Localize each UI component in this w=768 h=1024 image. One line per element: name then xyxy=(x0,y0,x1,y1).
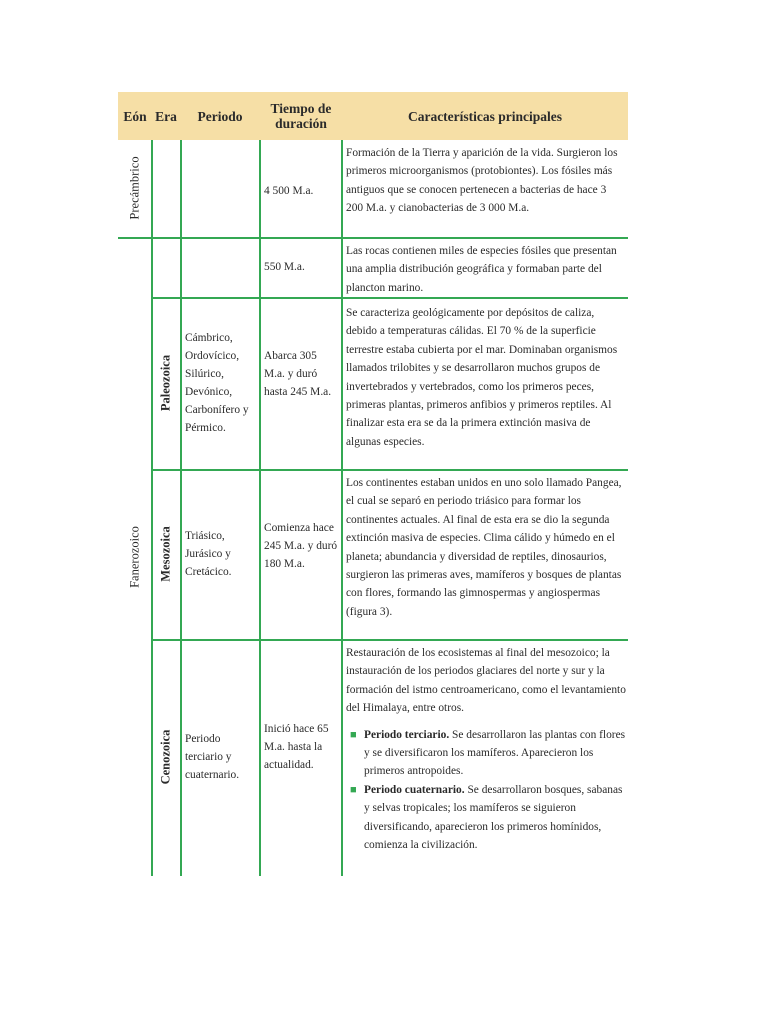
bullet-text: Se desarrollaron las plantas con flores y se diversificaron los mamíferos. Aparecieron los primeros antropoides. xyxy=(364,728,626,778)
row-divider-fanerozoico-inicio xyxy=(151,297,628,299)
header-tiempo: Tiempo de duración xyxy=(270,101,332,131)
caracteristicas-fanerozoico-inicio-text: Las rocas contienen miles de especies fósiles que presentan una amplia distribución geográfica y formaban parte del plancton marino. xyxy=(346,245,617,294)
tiempo-mesozoica: Comienza hace 245 M.a. y duró 180 M.a. xyxy=(264,522,338,570)
caracteristicas-cenozoica-text: Restauración de los ecosistemas al final del mesozoico; la instauración de los periodos glaciares del norte y sur y la formación del istmo centroamericano, como el levantamiento del Himalaya, entre otros. xyxy=(346,647,626,715)
caracteristicas-mesozoica xyxy=(346,474,626,621)
row-divider-mesozoica xyxy=(151,639,628,641)
table-header xyxy=(118,92,628,140)
list-item xyxy=(346,781,626,855)
header-caracteristicas: Características principales xyxy=(407,108,563,124)
divider-tiempo xyxy=(341,140,343,876)
divider-periodo xyxy=(259,140,261,876)
periodo-paleozoica: Cámbrico, Ordovícico, Silúrico, Devónico, Carbonífero y Pérmico. xyxy=(185,332,249,434)
row-divider-precambrico xyxy=(118,237,628,239)
caracteristicas-mesozoica-text: Los continentes estaban unidos en uno solo llamado Pangea, el cual se separó en periodo triásico para formar los continentes actuales. Al final de esta era se dio la segunda extinción masiva de especies. Clima cálido y húmedo en el planeta; abundancia y diversidad de reptiles, dinosaurios, surgieron las primeras aves, mamíferos y bosques de plantas con flores, formando las gimnospermas y angiospermas (figura 3). xyxy=(346,477,622,618)
tiempo-cenozoica: Inició hace 65 M.a. hasta la actualidad. xyxy=(264,723,329,771)
bullet-icon: ■ xyxy=(350,728,357,741)
tiempo-precambrico: 4 500 M.a. xyxy=(264,185,314,197)
caracteristicas-precambrico-text: Formación de la Tierra y aparición de la vida. Surgieron los primeros microorganismos (protobiontes). Los fósiles más antiguos que se conocen pertenecen a bacterias de hace 3 200 M.a. y cianobacterias de 3 000 M.a. xyxy=(346,147,618,215)
eon-fanerozoico: Fanerozoico xyxy=(127,526,142,588)
bullet-term: Periodo terciario. xyxy=(364,728,450,741)
bullet-text: Se desarrollaron bosques, sabanas y selvas tropicales; los mamíferos se siguieron diversificando, aparecieron los primeros homínidos, comienza la civilización. xyxy=(364,783,623,852)
periodo-cenozoica: Periodo terciario y cuaternario. xyxy=(185,733,240,781)
header-eon: Eón xyxy=(123,108,147,124)
row-divider-paleozoica xyxy=(151,469,628,471)
cenozoica-period-list xyxy=(346,726,626,855)
bullet-term: Periodo cuaternario. xyxy=(364,783,465,796)
header-periodo: Periodo xyxy=(197,108,243,124)
divider-era xyxy=(180,140,182,876)
era-mesozoica: Mesozoica xyxy=(158,526,173,582)
caracteristicas-precambrico xyxy=(346,144,626,218)
bullet-icon: ■ xyxy=(350,783,357,796)
tiempo-paleozoica: Abarca 305 M.a. y duró hasta 245 M.a. xyxy=(264,350,332,398)
eon-precambrico: Precámbrico xyxy=(127,156,142,220)
periodo-mesozoica: Triásico, Jurásico y Cretácico. xyxy=(185,530,232,578)
list-item xyxy=(346,726,626,781)
caracteristicas-cenozoica xyxy=(346,644,626,854)
tiempo-fanerozoico-inicio: 550 M.a. xyxy=(264,261,305,273)
divider-eon xyxy=(151,140,153,876)
geologic-time-table xyxy=(118,92,628,876)
era-paleozoica: Paleozoica xyxy=(158,354,173,412)
era-cenozoica: Cenozoica xyxy=(158,729,173,785)
caracteristicas-paleozoica xyxy=(346,304,626,451)
caracteristicas-fanerozoico-inicio xyxy=(346,242,626,297)
header-era: Era xyxy=(155,108,177,124)
caracteristicas-paleozoica-text: Se caracteriza geológicamente por depósitos de caliza, debido a temperaturas cálidas. El 70 % de la superficie terrestre estaba cubierta por el mar. Dominaban organismos llamados trilobites y se desarrollaron muchos grupos de invertebrados y vertebrados, como los primeros peces, primeras plantas, primeros anfibios y primeros reptiles. Al finalizar esta era se da la primera extinción masiva de algunas especies. xyxy=(346,307,618,448)
